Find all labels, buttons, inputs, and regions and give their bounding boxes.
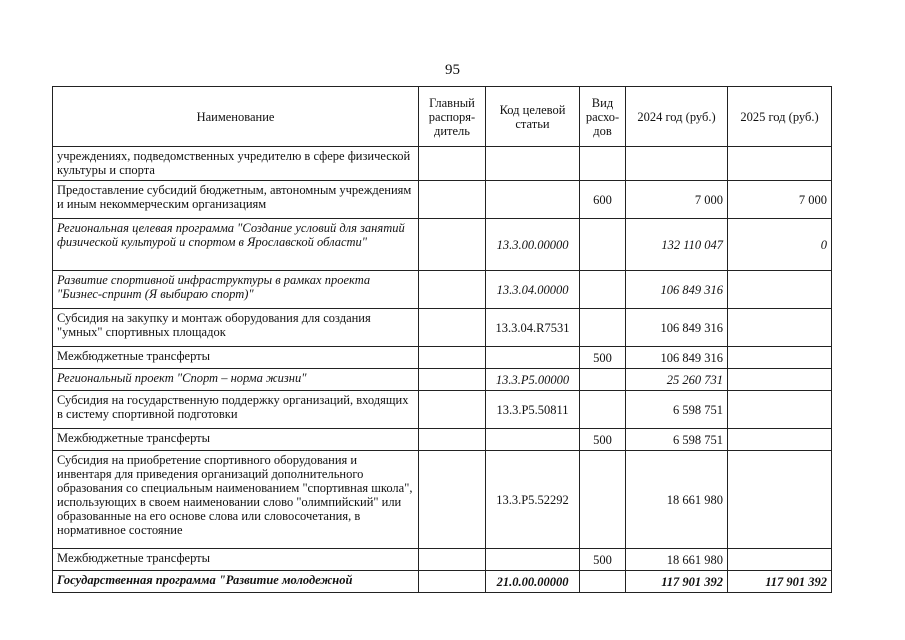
cell-name: Субсидия на государственную поддержку организаций, входящих в систему спортивной подготовки (53, 391, 419, 429)
table-row (53, 347, 832, 369)
cell-name: Межбюджетные трансферты (53, 549, 419, 571)
cell-name: Межбюджетные трансферты (53, 347, 419, 369)
cell-name: Развитие спортивной инфраструктуры в рамках проекта "Бизнес-спринт (Я выбираю спорт)" (53, 271, 419, 309)
cell-2024: 117 901 392 (626, 571, 728, 593)
cell-type (580, 309, 626, 347)
cell-name: учреждениях, подведомственных учредителю в сфере физической культуры и спорта (53, 147, 419, 181)
header-name: Наименование (53, 87, 419, 147)
cell-name: Региональная целевая программа "Создание условий для занятий физической культурой и спортом в Ярославской области" (53, 219, 419, 271)
cell-name: Предоставление субсидий бюджетным, автономным учреждениям и иным некоммерческим организациям (53, 181, 419, 219)
cell-2024: 132 110 047 (626, 219, 728, 271)
cell-2025 (728, 451, 832, 549)
cell-type: 500 (580, 549, 626, 571)
cell-admin (419, 347, 486, 369)
header-type: Вид расхо-дов (580, 87, 626, 147)
cell-code: 13.3.P5.50811 (486, 391, 580, 429)
cell-admin (419, 309, 486, 347)
header-2025: 2025 год (руб.) (728, 87, 832, 147)
cell-2025 (728, 369, 832, 391)
cell-2024: 6 598 751 (626, 391, 728, 429)
cell-type (580, 391, 626, 429)
table-row (53, 451, 832, 549)
table-header-row (53, 87, 832, 147)
cell-name: Межбюджетные трансферты (53, 429, 419, 451)
table-row (53, 571, 832, 593)
cell-admin (419, 147, 486, 181)
cell-code (486, 429, 580, 451)
cell-2025 (728, 271, 832, 309)
cell-admin (419, 181, 486, 219)
table-row (53, 429, 832, 451)
header-2024: 2024 год (руб.) (626, 87, 728, 147)
cell-code (486, 347, 580, 369)
cell-code: 13.3.04.00000 (486, 271, 580, 309)
cell-name: Региональный проект "Спорт – норма жизни" (53, 369, 419, 391)
cell-admin (419, 391, 486, 429)
cell-code (486, 549, 580, 571)
cell-code (486, 147, 580, 181)
cell-type (580, 147, 626, 181)
cell-admin (419, 549, 486, 571)
cell-2024: 106 849 316 (626, 347, 728, 369)
cell-2025 (728, 147, 832, 181)
header-code: Код целевой статьи (486, 87, 580, 147)
table-row (53, 271, 832, 309)
cell-2024: 106 849 316 (626, 309, 728, 347)
cell-admin (419, 451, 486, 549)
cell-2024: 25 260 731 (626, 369, 728, 391)
cell-code: 13.3.00.00000 (486, 219, 580, 271)
table-row (53, 549, 832, 571)
cell-code (486, 181, 580, 219)
table-row (53, 369, 832, 391)
table-row (53, 181, 832, 219)
page-number: 95 (445, 62, 460, 78)
table-row (53, 147, 832, 181)
cell-code: 21.0.00.00000 (486, 571, 580, 593)
header-admin: Главный распоря-дитель (419, 87, 486, 147)
cell-type: 500 (580, 429, 626, 451)
cell-type (580, 451, 626, 549)
cell-2024: 18 661 980 (626, 549, 728, 571)
cell-2024 (626, 147, 728, 181)
cell-admin (419, 429, 486, 451)
cell-2025 (728, 347, 832, 369)
cell-type: 600 (580, 181, 626, 219)
cell-2025 (728, 391, 832, 429)
cell-2024: 7 000 (626, 181, 728, 219)
cell-name: Субсидия на приобретение спортивного оборудования и инвентаря для приведения организаций дополнительного образования со специальным наименованием "спортивная школа", использующих в своем наименовании слово "олимпийский" или образованные на его основе слова или словосочетания, в нормативное состояние (53, 451, 419, 549)
cell-2025 (728, 429, 832, 451)
cell-admin (419, 271, 486, 309)
cell-type (580, 219, 626, 271)
cell-admin (419, 571, 486, 593)
cell-2025 (728, 309, 832, 347)
cell-type (580, 271, 626, 309)
cell-code: 13.3.P5.52292 (486, 451, 580, 549)
cell-2024: 6 598 751 (626, 429, 728, 451)
cell-2025: 117 901 392 (728, 571, 832, 593)
cell-code: 13.3.P5.00000 (486, 369, 580, 391)
cell-2024: 106 849 316 (626, 271, 728, 309)
table-row (53, 391, 832, 429)
cell-type: 500 (580, 347, 626, 369)
cell-name: Субсидия на закупку и монтаж оборудования для создания "умных" спортивных площадок (53, 309, 419, 347)
cell-admin (419, 369, 486, 391)
cell-2025: 7 000 (728, 181, 832, 219)
cell-2025 (728, 549, 832, 571)
cell-admin (419, 219, 486, 271)
table-row (53, 309, 832, 347)
cell-name: Государственная программа "Развитие молодежной (53, 571, 419, 593)
cell-type (580, 571, 626, 593)
cell-2024: 18 661 980 (626, 451, 728, 549)
table-row (53, 219, 832, 271)
cell-type (580, 369, 626, 391)
cell-code: 13.3.04.R7531 (486, 309, 580, 347)
cell-2025: 0 (728, 219, 832, 271)
budget-table (52, 86, 832, 593)
